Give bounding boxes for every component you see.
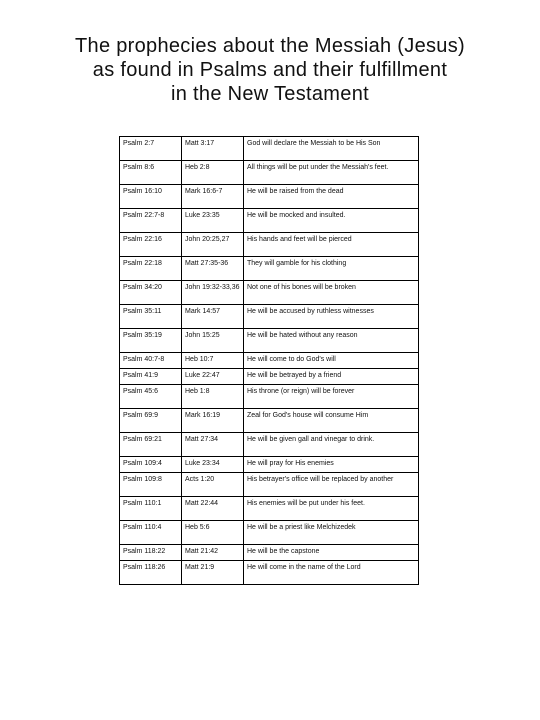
psalm-reference-cell: Psalm 118:26 bbox=[120, 561, 182, 585]
nt-reference-cell: Acts 1:20 bbox=[182, 473, 244, 497]
table-row bbox=[120, 137, 419, 161]
table-row bbox=[120, 369, 419, 385]
psalm-reference-cell: Psalm 22:18 bbox=[120, 257, 182, 281]
prophecy-text-cell: He will be accused by ruthless witnesses bbox=[244, 305, 419, 329]
nt-reference-cell: John 20:25,27 bbox=[182, 233, 244, 257]
table-row bbox=[120, 457, 419, 473]
prophecy-text-cell: He will be the capstone bbox=[244, 545, 419, 561]
table-row bbox=[120, 521, 419, 545]
title-line-1: The prophecies about the Messiah (Jesus) bbox=[75, 35, 465, 57]
nt-reference-cell: Matt 27:35-36 bbox=[182, 257, 244, 281]
prophecy-text-cell: He will be a priest like Melchizedek bbox=[244, 521, 419, 545]
psalm-reference-cell: Psalm 109:8 bbox=[120, 473, 182, 497]
table-row bbox=[120, 353, 419, 369]
prophecy-text-cell: His enemies will be put under his feet. bbox=[244, 497, 419, 521]
prophecy-text-cell: He will come to do God's will bbox=[244, 353, 419, 369]
prophecy-text-cell: He will be hated without any reason bbox=[244, 329, 419, 353]
nt-reference-cell: Matt 27:34 bbox=[182, 433, 244, 457]
table-row bbox=[120, 329, 419, 353]
nt-reference-cell: John 19:32-33,36 bbox=[182, 281, 244, 305]
nt-reference-cell: John 15:25 bbox=[182, 329, 244, 353]
psalm-reference-cell: Psalm 41:9 bbox=[120, 369, 182, 385]
nt-reference-cell: Mark 14:57 bbox=[182, 305, 244, 329]
psalm-reference-cell: Psalm 69:21 bbox=[120, 433, 182, 457]
prophecy-text-cell: He will be mocked and insulted. bbox=[244, 209, 419, 233]
psalm-reference-cell: Psalm 110:4 bbox=[120, 521, 182, 545]
psalm-reference-cell: Psalm 22:16 bbox=[120, 233, 182, 257]
table-row bbox=[120, 545, 419, 561]
psalm-reference-cell: Psalm 34:20 bbox=[120, 281, 182, 305]
psalm-reference-cell: Psalm 35:19 bbox=[120, 329, 182, 353]
table-row bbox=[120, 161, 419, 185]
table-row bbox=[120, 473, 419, 497]
psalm-reference-cell: Psalm 69:9 bbox=[120, 409, 182, 433]
prophecy-text-cell: His betrayer's office will be replaced by another bbox=[244, 473, 419, 497]
psalm-reference-cell: Psalm 16:10 bbox=[120, 185, 182, 209]
prophecy-text-cell: He will pray for His enemies bbox=[244, 457, 419, 473]
title-line-3: in the New Testament bbox=[171, 83, 369, 105]
psalm-reference-cell: Psalm 8:6 bbox=[120, 161, 182, 185]
prophecy-text-cell: He will be given gall and vinegar to drink. bbox=[244, 433, 419, 457]
prophecy-table bbox=[119, 136, 419, 585]
nt-reference-cell: Matt 3:17 bbox=[182, 137, 244, 161]
nt-reference-cell: Mark 16:19 bbox=[182, 409, 244, 433]
nt-reference-cell: Luke 22:47 bbox=[182, 369, 244, 385]
table-row bbox=[120, 433, 419, 457]
nt-reference-cell: Heb 2:8 bbox=[182, 161, 244, 185]
psalm-reference-cell: Psalm 40:7-8 bbox=[120, 353, 182, 369]
table-row bbox=[120, 233, 419, 257]
nt-reference-cell: Mark 16:6-7 bbox=[182, 185, 244, 209]
prophecy-text-cell: He will be raised from the dead bbox=[244, 185, 419, 209]
prophecy-text-cell: His throne (or reign) will be forever bbox=[244, 385, 419, 409]
nt-reference-cell: Matt 21:42 bbox=[182, 545, 244, 561]
table-row bbox=[120, 209, 419, 233]
table-row bbox=[120, 385, 419, 409]
nt-reference-cell: Heb 1:8 bbox=[182, 385, 244, 409]
prophecy-text-cell: He will be betrayed by a friend bbox=[244, 369, 419, 385]
nt-reference-cell: Matt 21:9 bbox=[182, 561, 244, 585]
document-title bbox=[0, 34, 540, 106]
table-row bbox=[120, 409, 419, 433]
psalm-reference-cell: Psalm 110:1 bbox=[120, 497, 182, 521]
nt-reference-cell: Luke 23:35 bbox=[182, 209, 244, 233]
nt-reference-cell: Heb 10:7 bbox=[182, 353, 244, 369]
nt-reference-cell: Luke 23:34 bbox=[182, 457, 244, 473]
prophecy-text-cell: They will gamble for his clothing bbox=[244, 257, 419, 281]
psalm-reference-cell: Psalm 109:4 bbox=[120, 457, 182, 473]
psalm-reference-cell: Psalm 2:7 bbox=[120, 137, 182, 161]
psalm-reference-cell: Psalm 35:11 bbox=[120, 305, 182, 329]
table-row bbox=[120, 561, 419, 585]
nt-reference-cell: Matt 22:44 bbox=[182, 497, 244, 521]
table-row bbox=[120, 305, 419, 329]
table-row bbox=[120, 281, 419, 305]
psalm-reference-cell: Psalm 118:22 bbox=[120, 545, 182, 561]
psalm-reference-cell: Psalm 22:7-8 bbox=[120, 209, 182, 233]
prophecy-text-cell: God will declare the Messiah to be His Son bbox=[244, 137, 419, 161]
prophecy-text-cell: His hands and feet will be pierced bbox=[244, 233, 419, 257]
prophecy-table-body bbox=[120, 137, 419, 585]
prophecy-text-cell: He will come in the name of the Lord bbox=[244, 561, 419, 585]
nt-reference-cell: Heb 5:6 bbox=[182, 521, 244, 545]
table-row bbox=[120, 257, 419, 281]
psalm-reference-cell: Psalm 45:6 bbox=[120, 385, 182, 409]
table-row bbox=[120, 185, 419, 209]
title-line-2: as found in Psalms and their fulfillment bbox=[92, 59, 448, 81]
prophecy-text-cell: All things will be put under the Messiah's feet. bbox=[244, 161, 419, 185]
prophecy-text-cell: Zeal for God's house will consume Him bbox=[244, 409, 419, 433]
prophecy-text-cell: Not one of his bones will be broken bbox=[244, 281, 419, 305]
table-row bbox=[120, 497, 419, 521]
